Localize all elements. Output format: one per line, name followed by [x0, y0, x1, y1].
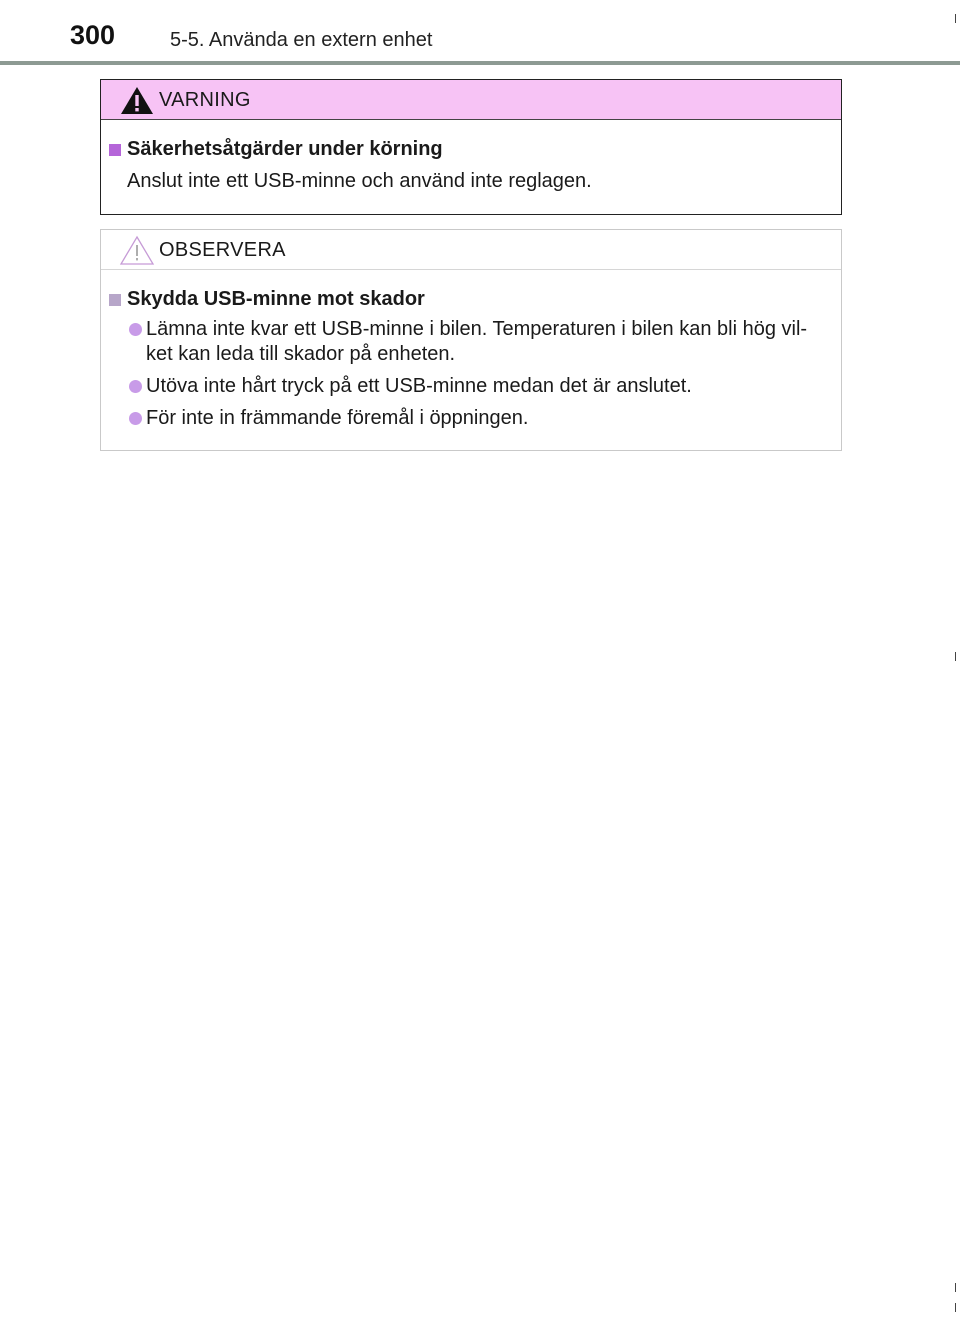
bullet-dot-icon	[129, 323, 142, 336]
bullet-dot-icon	[129, 380, 142, 393]
list-item	[109, 374, 829, 399]
warning-box-body	[101, 120, 841, 195]
crop-mark	[955, 1303, 956, 1312]
section-title: 5-5. Använda en extern enhet	[170, 29, 433, 51]
bullet-text: Lämna inte kvar ett USB-minne i bilen. Temperaturen i bilen kan bli hög vil-ket kan leda till skador på enheten.	[146, 318, 808, 365]
notice-box	[100, 229, 842, 451]
warning-heading-text: Säkerhetsåtgärder under körning	[127, 138, 443, 160]
crop-mark	[955, 1283, 956, 1292]
crop-mark	[955, 14, 956, 23]
crop-mark	[955, 652, 956, 661]
notice-heading-text: Skydda USB-minne mot skador	[127, 288, 425, 310]
warning-text: Anslut inte ett USB-minne och använd inte reglagen.	[127, 170, 592, 192]
bullet-text: Utöva inte hårt tryck på ett USB-minne medan det är anslutet.	[146, 375, 692, 397]
notice-box-header	[101, 230, 841, 270]
warning-heading	[109, 138, 829, 161]
warning-triangle-filled-icon	[119, 84, 155, 116]
list-item	[109, 406, 829, 431]
header-rule	[0, 61, 960, 65]
square-bullet-icon	[109, 294, 121, 306]
notice-bullet-list	[109, 317, 829, 431]
notice-box-body	[101, 270, 841, 431]
bullet-dot-icon	[129, 412, 142, 425]
bullet-text: För inte in främmande föremål i öppningen.	[146, 407, 529, 429]
warning-box-header	[101, 80, 841, 120]
warning-box	[100, 79, 842, 215]
list-item	[109, 317, 829, 367]
notice-label: OBSERVERA	[159, 239, 286, 261]
warning-triangle-outline-icon	[119, 234, 155, 266]
square-bullet-icon	[109, 144, 121, 156]
notice-heading	[109, 288, 829, 311]
warning-label: VARNING	[159, 89, 251, 111]
page-number: 300	[70, 20, 116, 50]
